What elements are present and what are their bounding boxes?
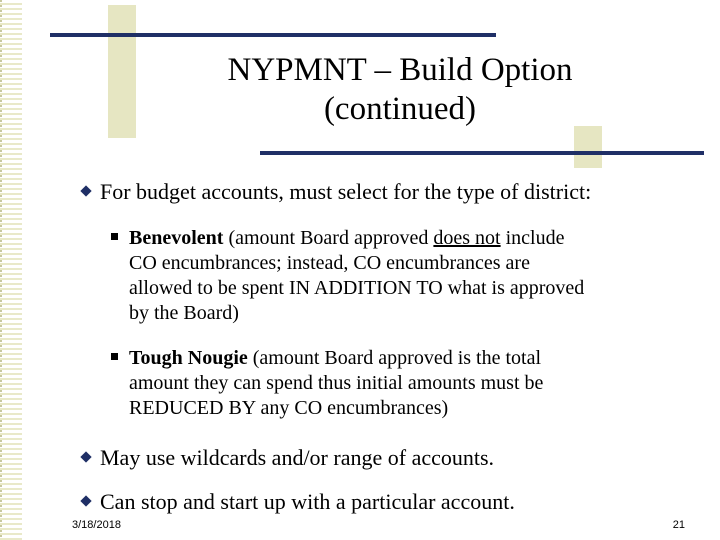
square-bullet-icon (111, 233, 118, 240)
sub-bullet-text-1 (129, 226, 689, 326)
bullet-text-1: For budget accounts, must select for the type of district: (100, 179, 592, 204)
diamond-bullet-icon (80, 185, 91, 196)
slide-number: 21 (672, 519, 685, 531)
bullet-text-2: May use wildcards and/or range of accounts. (100, 445, 495, 470)
footer-date: 3/18/2018 (72, 519, 121, 531)
sub-bullet-text-2 (129, 346, 689, 421)
sub-bullet-2-line-3: REDUCED BY any CO encumbrances) (129, 397, 449, 419)
sub-bullet-1-text-pre: (amount Board approved (223, 227, 434, 249)
diamond-bullet-icon (80, 451, 91, 462)
slide-title-line-2: (continued) (323, 91, 477, 127)
sub-bullet-1-text-post: include (500, 227, 565, 249)
tough-nougie-label: Tough Nougie (129, 347, 248, 369)
slide-title-line-1: NYPMNT – Build Option (227, 52, 573, 88)
sub-bullet-1-line-3: allowed to be spent IN ADDITION TO what is approved (129, 277, 585, 299)
benevolent-label: Benevolent (129, 227, 224, 249)
sub-bullet-2-text-post: (amount Board approved is the total (247, 347, 542, 369)
sub-bullet-2-line-1 (129, 346, 689, 371)
sub-bullet-1-line-2: CO encumbrances; instead, CO encumbrances are (129, 252, 530, 274)
does-not-emphasis: does not (433, 227, 501, 249)
diamond-bullet-icon (80, 495, 91, 506)
bullet-text-3: Can stop and start up with a particular account. (100, 489, 515, 514)
sub-bullet-1-line-4: by the Board) (129, 302, 239, 324)
sub-bullet-1-line-1 (129, 226, 689, 251)
sub-bullet-2-line-2: amount they can spend thus initial amounts must be (129, 372, 544, 394)
square-bullet-icon (111, 353, 118, 360)
